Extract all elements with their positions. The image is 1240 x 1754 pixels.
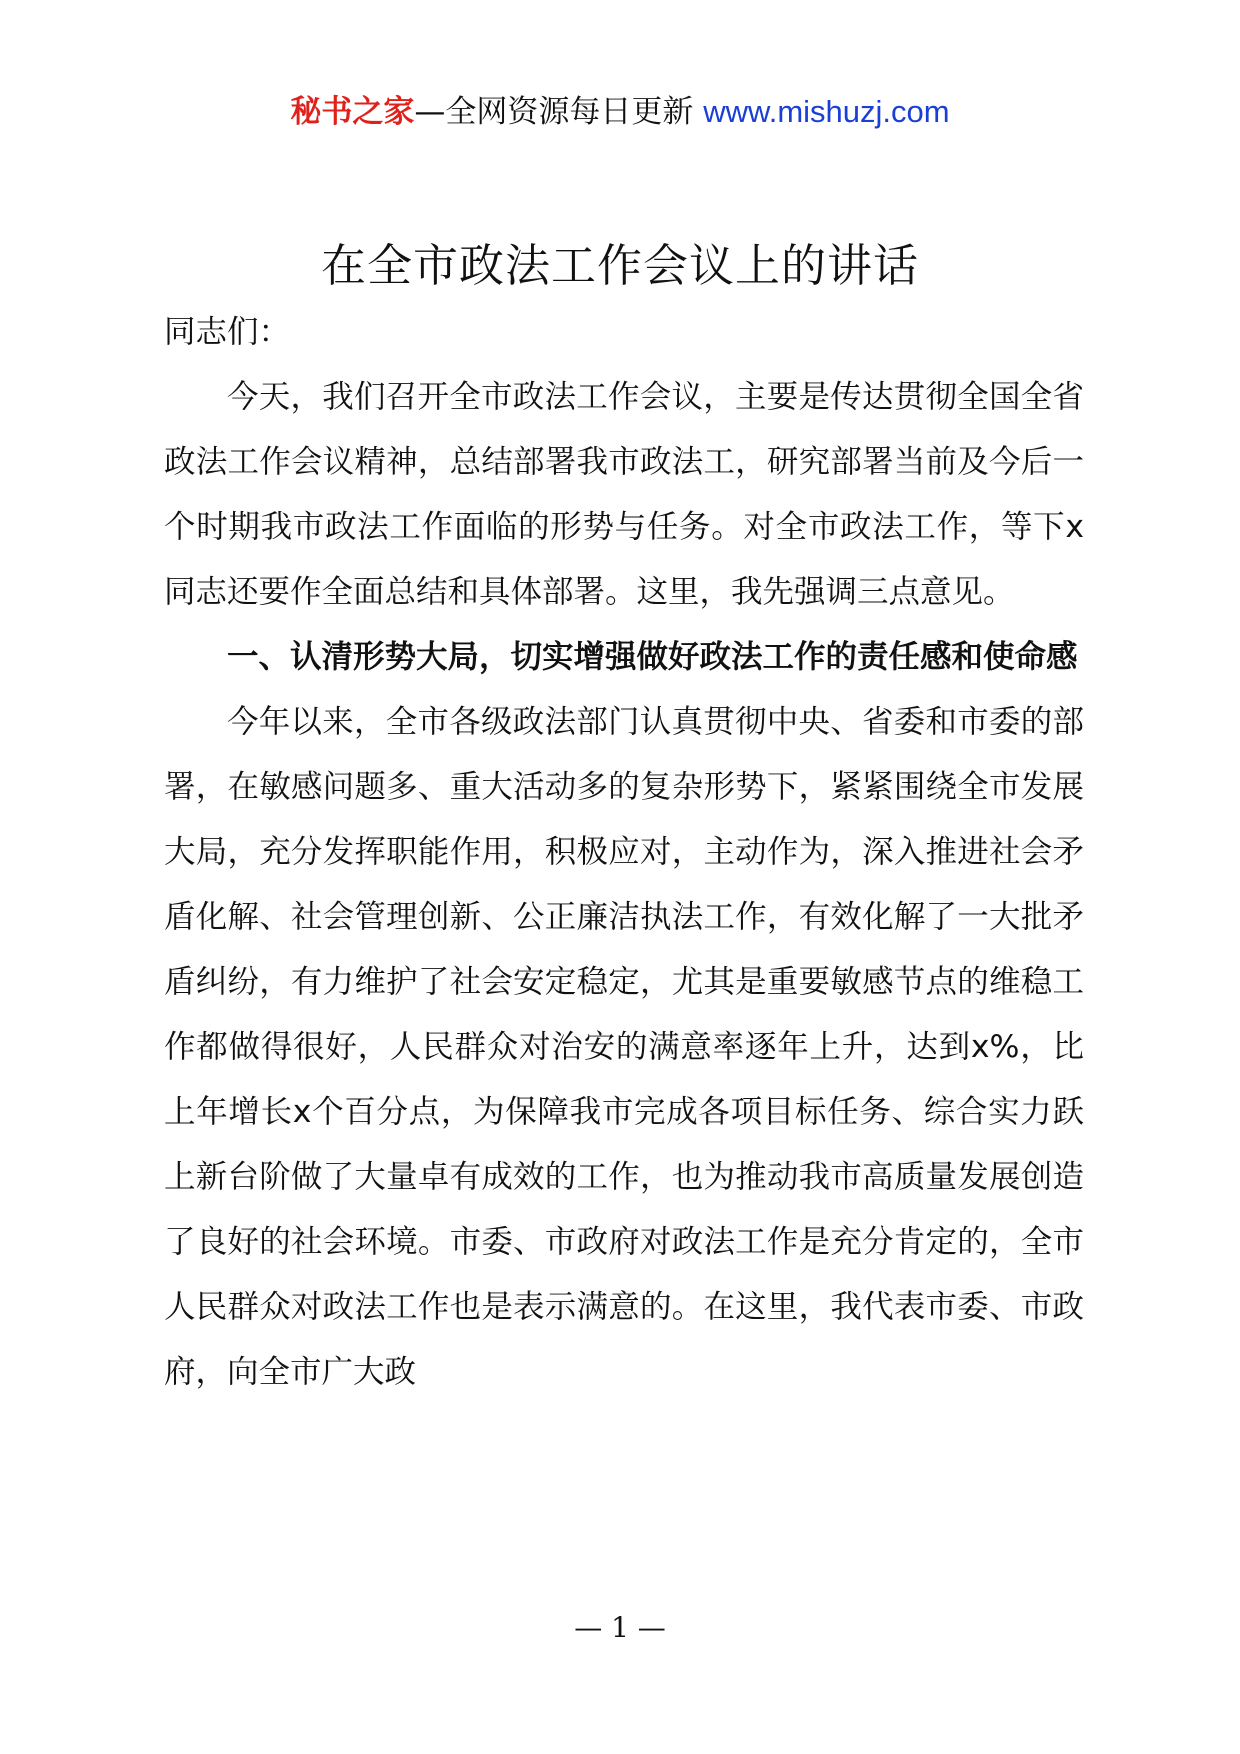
section-heading: 一、认清形势大局，切实增强做好政法工作的责任感和使命感 xyxy=(227,639,1078,675)
page-number: — 1 — xyxy=(574,1611,666,1644)
document-title: 在全市政法工作会议上的讲话 xyxy=(320,239,919,292)
site-tagline: —全网资源每日更新 xyxy=(414,94,694,130)
document-body xyxy=(164,300,1084,1405)
salutation: 同志们： xyxy=(164,314,291,350)
body-paragraph: 今天，我们召开全市政法工作会议，主要是传达贯彻全国全省政法工作会议精神，总结部署我市政法工，研究部署当前及今后一个时期我市政法工作面临的形势与任务。对全市政法工作，等下x同志还要作全面总结和具体部署。这里，我先强调三点意见。 xyxy=(164,379,1084,610)
site-brand: 秘书之家 xyxy=(290,94,415,130)
body-paragraph: 今年以来，全市各级政法部门认真贯彻中央、省委和市委的部署，在敏感问题多、重大活动多的复杂形势下，紧紧围绕全市发展大局，充分发挥职能作用，积极应对，主动作为，深入推进社会矛盾化解、社会管理创新、公正廉洁执法工作，有效化解了一大批矛盾纠纷，有力维护了社会安定稳定，尤其是重要敏感节点的维稳工作都做得很好，人民群众对治安的满意率逐年上升，达到x%，比上年增长x个百分点，为保障我市完成各项目标任务、综合实力跃上新台阶做了大量卓有成效的工作，也为推动我市高质量发展创造了良好的社会环境。市委、市政府对政法工作是充分肯定的，全市人民群众对政法工作也是表示满意的。在这里，我代表市委、市政府，向全市广大政 xyxy=(164,704,1084,1390)
site-header xyxy=(0,92,1240,132)
site-url-link[interactable]: www.mishuzj.com xyxy=(703,94,950,129)
